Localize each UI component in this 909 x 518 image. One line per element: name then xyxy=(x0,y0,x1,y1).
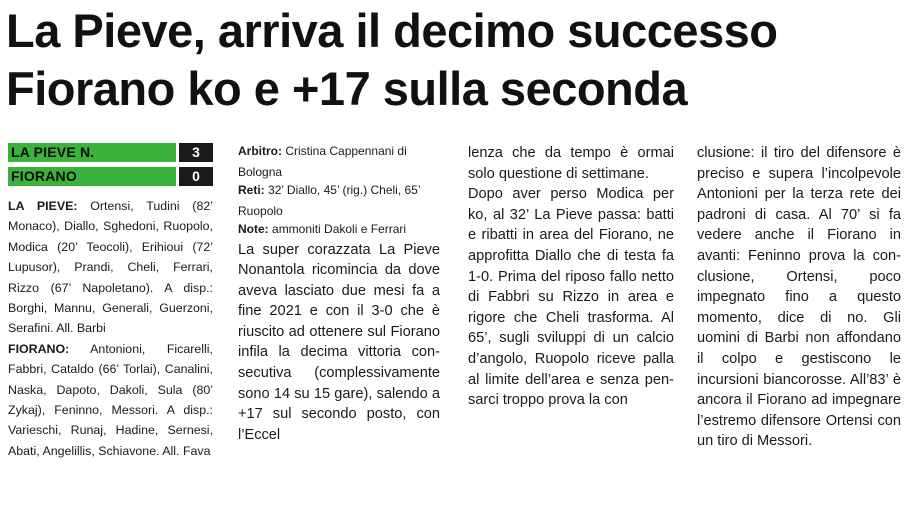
headline xyxy=(6,2,906,118)
notes-info xyxy=(238,219,440,240)
article-paragraph: clusione: il tiro del difensore è preciso e supera l’incolpevole Antonioni per la terza rete dei padroni di casa. Al 70’ si fa vedere anche il Fiorano in avanti: Feninno prova la conclusione, Ortensi, poco impegnato fino a questo momento, dice di no. Gli uomini di Barbi non affondano il colpo e gestiscono le incursioni biancorosse. All’83’ è ancora il Fiorano ad impegnare l’estremo difensore Ortensi con un tiro di Messori. xyxy=(697,145,901,450)
away-lineup xyxy=(8,339,213,461)
referee-label: Arbitro: xyxy=(238,144,282,158)
goals-label: Reti: xyxy=(238,183,265,197)
home-lineup-text: Ortensi, Tudini (82’ Monaco), Diallo, Sghedoni, Ruopolo, Modica (20’ Teocoli), Erihioui (72’ Lupusor), Prandi, Cheli, Ferrari, Rizzo (67’ Napoletano). A disp.: Borghi, Mannu, Generali, Guerzoni, Serafini. All. Barbi xyxy=(8,199,213,336)
article-paragraph: lenza che da tempo è ormai solo questione di settimane. xyxy=(468,145,674,182)
away-team-score: 0 xyxy=(179,167,213,186)
home-lineup-label: LA PIEVE: xyxy=(8,199,78,213)
article-body-col3 xyxy=(468,143,674,411)
column-scoreboard-lineups xyxy=(8,143,213,461)
column-info-article xyxy=(238,143,440,445)
notes-value: ammoniti Dakoli e Ferrari xyxy=(272,222,407,236)
goals-info xyxy=(238,180,440,221)
article-body-col2 xyxy=(238,240,440,446)
home-team-name: LA PIEVE N. xyxy=(8,143,176,162)
article-body-col4 xyxy=(697,143,901,452)
home-team-score: 3 xyxy=(179,143,213,162)
article-paragraph: Dopo aver perso Modica per ko, al 32’ La Pieve passa: batti e ribatti in area del Fiorano, ne approfitta Diallo che di testa fa 1-0. Prima del riposo fallo netto di Fabbri su Rizzo in area e rigore che Cheli trasforma. Al 65’, sugli sviluppi di un calcio d’angolo, Ruopolo riceve palla al limite dell’area e senza pensarci troppo prova la con xyxy=(468,186,674,409)
goals-value: 32’ Diallo, 45’ (rig.) Cheli, 65’ Ruopolo xyxy=(238,183,421,218)
scoreboard-home-row xyxy=(8,143,213,162)
notes-label: Note: xyxy=(238,222,269,236)
headline-line-1: La Pieve, arriva il decimo successo xyxy=(6,4,778,57)
home-lineup xyxy=(8,196,213,339)
away-lineup-text: Antonioni, Ficarelli, Fabbri, Cataldo (66’ Torlai), Canalini, Naska, Dapoto, Dakoli, Sula (80’ Zykaj), Feninno, Messori. A disp.: Varieschi, Runaj, Hadine, Sernesi, Abati, Angelillis, Schiavone. All. Fava xyxy=(8,341,213,458)
scoreboard-away-row xyxy=(8,167,213,186)
column-article-4 xyxy=(697,143,901,452)
referee-value: Cristina Cappennani di Bologna xyxy=(238,144,407,179)
away-team-name: FIORANO xyxy=(8,167,176,186)
article-paragraph: La super corazzata La Pieve Nonantola ricomincia da dove aveva lasciato due mesi fa a fine 2021 e con il 3-0 che è riuscito ad ottenere sul Fiorano infila la decima vittoria consecutiva (complessivamente sono 14 su 15 gare), salendo a +17 sul secondo posto, con l’Eccel xyxy=(238,241,440,443)
referee-info xyxy=(238,141,440,182)
headline-line-2: Fiorano ko e +17 sulla seconda xyxy=(6,62,688,115)
away-lineup-label: FIORANO: xyxy=(8,341,70,356)
column-article-3 xyxy=(468,143,674,411)
